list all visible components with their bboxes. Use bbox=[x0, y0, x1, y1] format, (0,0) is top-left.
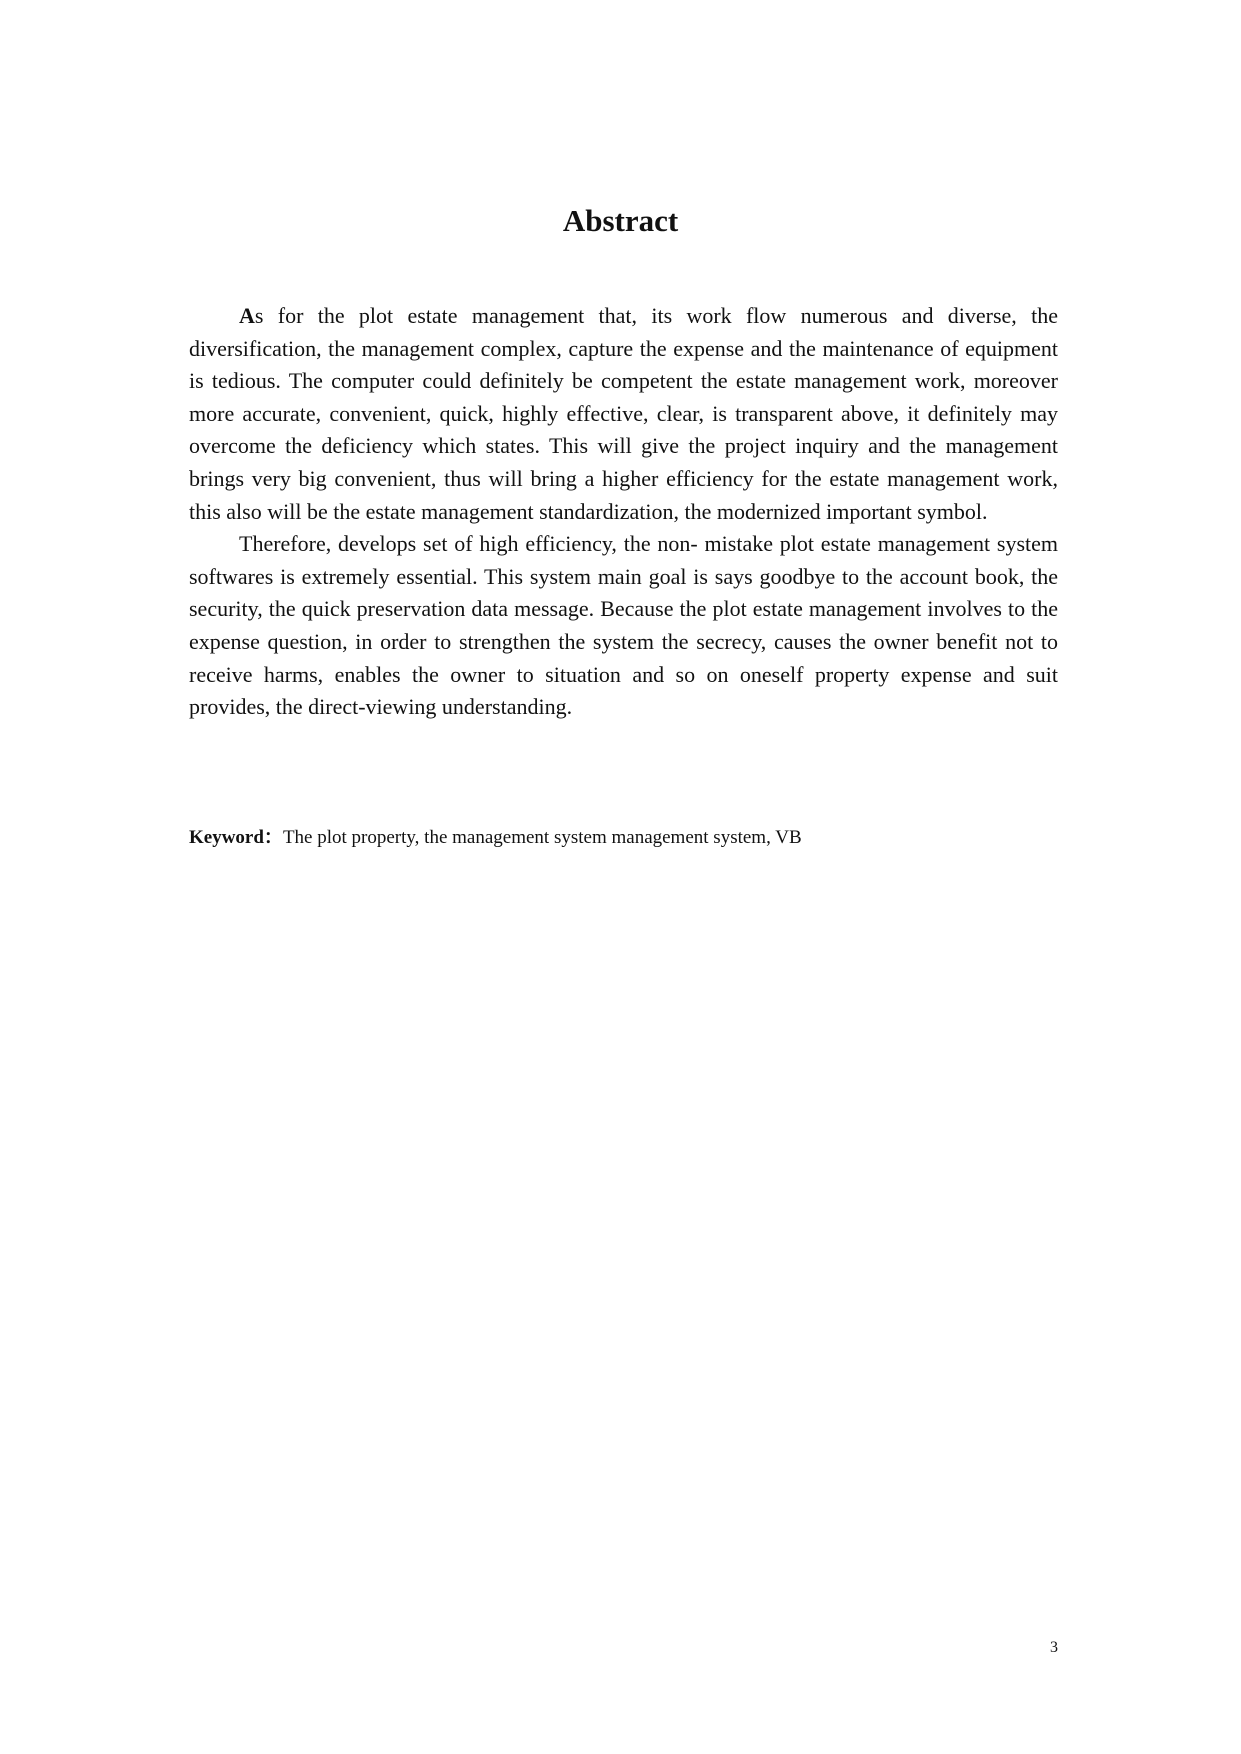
paragraph-2-text: Therefore, develops set of high efficiency, the non- mistake plot estate management system softwares is extremely essential. This system main goal is says goodbye to the account book, the security, the quick preservation data message. Because the plot estate management involves to the expense question, in order to strengthen the system the secrecy, causes the owner benefit not to receive harms, enables the owner to situation and so on oneself property expense and suit provides, the direct-viewing understanding. bbox=[189, 531, 1058, 720]
keywords-text: The plot property, the management system management system, VB bbox=[282, 827, 802, 848]
keywords-line bbox=[189, 826, 1058, 851]
keywords-label: Keyword： bbox=[189, 827, 283, 848]
page-number: 3 bbox=[1050, 1639, 1058, 1656]
paragraph-1-text: s for the plot estate management that, its work flow numerous and diverse, the diversification, the management complex, capture the expense and the maintenance of equipment is tedious. The computer could definitely be competent the estate management work, moreover more accurate, convenient, quick, highly effective, clear, is transparent above, it definitely may overcome the deficiency which states. This will give the project inquiry and the management brings very big convenient, thus will bring a higher efficiency for the estate management work, this also will be the estate management standardization, the modernized important symbol. bbox=[189, 303, 1058, 524]
page-title: Abstract bbox=[562, 203, 679, 238]
abstract-body bbox=[189, 300, 1058, 724]
abstract-paragraph-2 bbox=[189, 528, 1058, 724]
abstract-paragraph-1 bbox=[189, 300, 1058, 528]
drop-lead-letter: A bbox=[239, 303, 255, 328]
